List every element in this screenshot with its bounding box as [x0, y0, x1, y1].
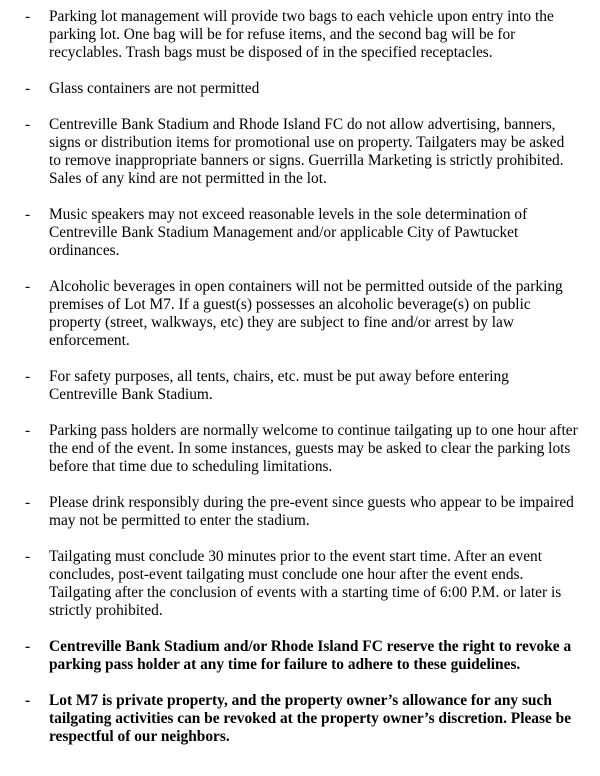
rule-item-safety: [0, 368, 600, 404]
rule-text: Centreville Bank Stadium and Rhode Island FC do not allow advertising, banners, signs or distribution items for promotional use on property. Tailgaters may be asked to remove inappropriate banners or signs. Guerrilla Marketing is strictly prohibited. Sales of any kind are not permitted in the lot.: [49, 116, 565, 187]
rule-text: Please drink responsibly during the pre-event since guests who appear to be impaired may not be permitted to enter the stadium.: [49, 494, 574, 529]
bullet-dash: -: [25, 638, 31, 655]
rule-text: Glass containers are not permitted: [49, 80, 260, 97]
rule-text: For safety purposes, all tents, chairs, etc. must be put away before entering Centreville Bank Stadium.: [49, 368, 509, 403]
rule-item-alcohol: [0, 278, 600, 350]
bullet-dash: -: [25, 692, 31, 709]
rule-text: Parking pass holders are normally welcome to continue tailgating up to one hour after the end of the event. In some instances, guests may be asked to clear the parking lots before that time due to scheduling limitations.: [49, 422, 578, 475]
bullet-dash: -: [25, 422, 31, 439]
rule-item-trash-bags: [0, 8, 600, 62]
bullet-dash: -: [25, 548, 31, 565]
bullet-dash: -: [25, 80, 31, 97]
rule-item-drink-responsibly: [0, 494, 600, 530]
rule-text: Parking lot management will provide two bags to each vehicle upon entry into the parking lot. One bag will be for refuse items, and the second bag will be for recyclables. Trash bags must be disposed of in the specified receptacles.: [49, 8, 554, 61]
bullet-dash: -: [25, 8, 31, 25]
rule-item-glass: [0, 80, 600, 98]
rule-text: Music speakers may not exceed reasonable levels in the sole determination of Centreville Bank Stadium Management and/or applicable City of Pawtucket ordinances.: [49, 206, 528, 259]
rule-item-music: [0, 206, 600, 260]
rule-text: Lot M7 is private property, and the property owner’s allowance for any such tailgating activities can be revoked at the property owner’s discretion. Please be respectful of our neighbors.: [49, 692, 572, 745]
rule-text: Tailgating must conclude 30 minutes prior to the event start time. After an event concludes, post-event tailgating must conclude one hour after the event ends. Tailgating after the conclusion of events with a starting time of 6:00 P.M. or later is strictly prohibited.: [49, 548, 562, 619]
rule-text: Centreville Bank Stadium and/or Rhode Island FC reserve the right to revoke a parking pass holder at any time for failure to adhere to these guidelines.: [49, 638, 572, 673]
rule-item-tailgating-times: [0, 548, 600, 620]
rule-text: Alcoholic beverages in open containers will not be permitted outside of the parking premises of Lot M7. If a guest(s) possesses an alcoholic beverage(s) on public property (street, walkways, etc) they are subject to fine and/or arrest by law enforcement.: [49, 278, 563, 349]
rules-document: [0, 8, 600, 764]
rule-item-private-property: [0, 692, 600, 746]
bullet-dash: -: [25, 494, 31, 511]
rule-item-revoke-pass: [0, 638, 600, 674]
rule-item-advertising: [0, 116, 600, 188]
rule-item-post-event: [0, 422, 600, 476]
bullet-dash: -: [25, 368, 31, 385]
bullet-dash: -: [25, 278, 31, 295]
bullet-dash: -: [25, 206, 31, 223]
bullet-dash: -: [25, 116, 31, 133]
